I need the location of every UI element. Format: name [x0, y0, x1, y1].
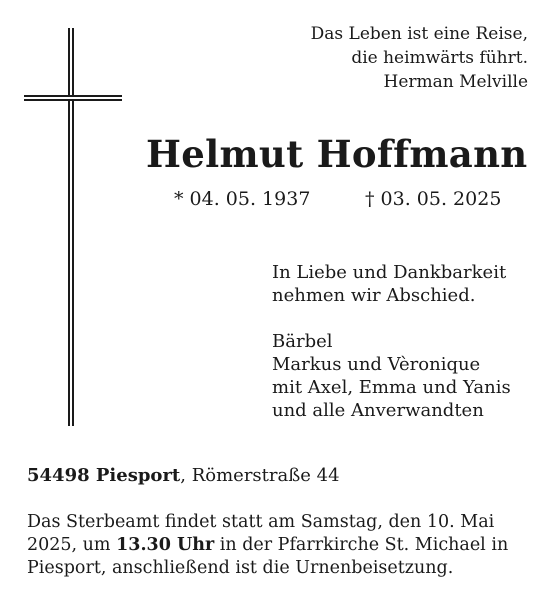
address-separator: ,	[180, 465, 192, 486]
funeral-notice	[27, 511, 527, 580]
birth-date-value: 04. 05. 1937	[189, 188, 311, 210]
quote-line-2: die heimwärts führt.	[351, 48, 528, 68]
funeral-line-2-post: in der Pfarrkirche St. Michael in	[214, 535, 509, 555]
funeral-line-2	[27, 534, 527, 557]
funeral-line-2-pre: 2025, um	[27, 535, 117, 555]
quote-line-1: Das Leben ist eine Reise,	[310, 24, 528, 44]
farewell-line-1: In Liebe und Dankbarkeit	[272, 262, 507, 283]
cross-center	[70, 97, 72, 99]
mourners-list	[272, 330, 511, 422]
birth-symbol: *	[174, 188, 184, 210]
mourner-line: und alle Anverwandten	[272, 400, 484, 421]
mourner-line: mit Axel, Emma und Yanis	[272, 377, 511, 398]
death-date	[365, 188, 501, 210]
quote-author: Herman Melville	[383, 72, 528, 92]
mourner-line: Bärbel	[272, 331, 333, 352]
cross-vertical-beam	[68, 28, 74, 426]
address-street: Römerstraße 44	[191, 465, 340, 486]
farewell-text	[272, 261, 506, 307]
death-symbol: †	[365, 188, 375, 210]
birth-date	[174, 188, 310, 210]
address-postal-city: 54498 Piesport	[27, 465, 181, 486]
address	[27, 465, 340, 486]
cross-horizontal-beam	[24, 95, 122, 101]
farewell-line-2: nehmen wir Abschied.	[272, 285, 476, 306]
funeral-time: 13.30 Uhr	[116, 535, 215, 555]
quote-block	[311, 22, 528, 94]
death-date-value: 03. 05. 2025	[380, 188, 502, 210]
mourner-line: Markus und Vèronique	[272, 354, 481, 375]
funeral-line-1: Das Sterbeamt findet statt am Samstag, den 10. Mai	[27, 512, 495, 532]
deceased-name: Helmut Hoffmann	[146, 132, 528, 176]
funeral-line-3: Piesport, anschließend ist die Urnenbeisetzung.	[27, 558, 454, 578]
